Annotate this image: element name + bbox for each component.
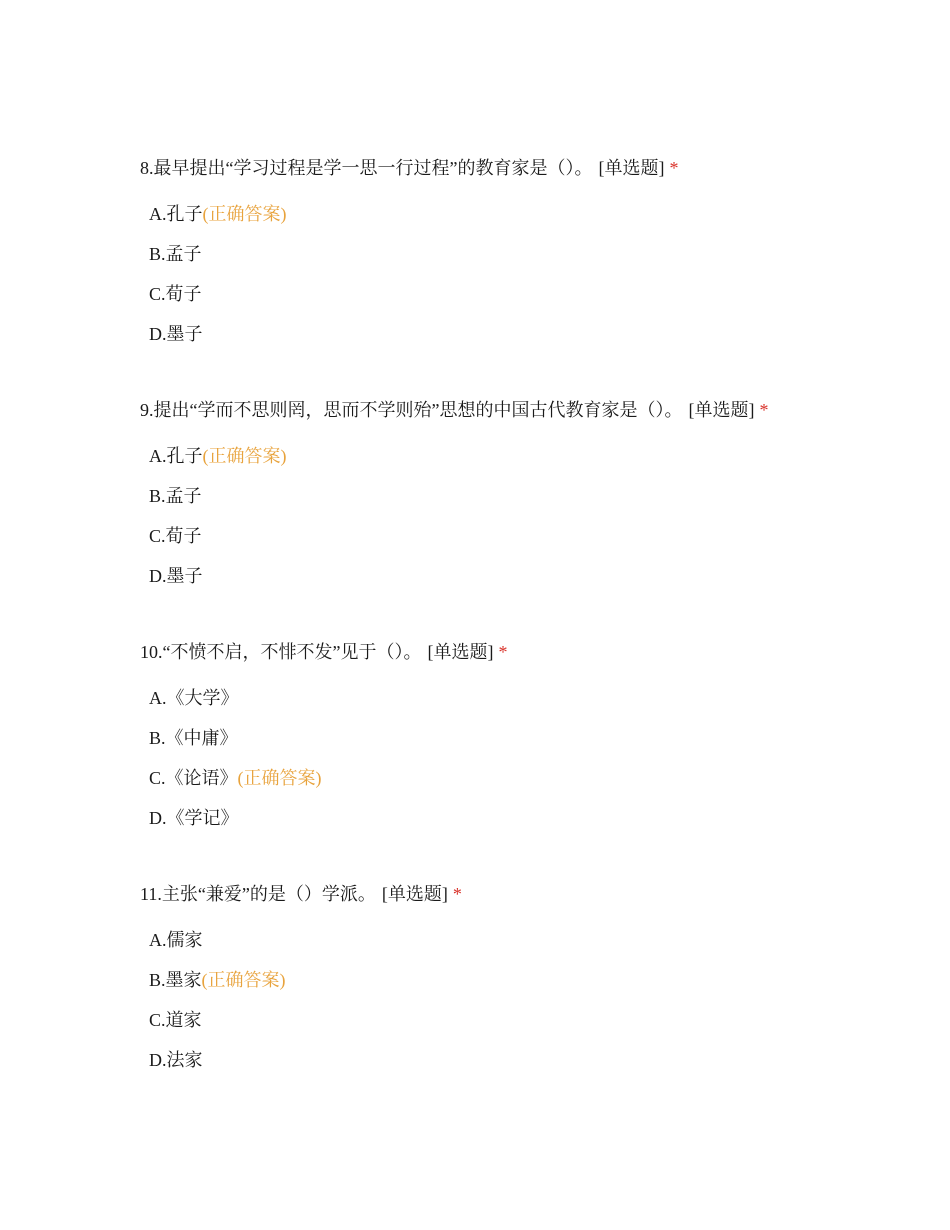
question-title: [140, 634, 900, 670]
option-label: C.荀子: [149, 526, 202, 546]
required-mark: *: [452, 884, 462, 904]
required-mark: *: [498, 642, 508, 662]
option-label: C.荀子: [149, 284, 202, 304]
option-d: [149, 1040, 900, 1080]
option-label: D.法家: [149, 1050, 203, 1070]
question-type: [单选题]: [427, 642, 494, 662]
required-mark: *: [759, 400, 769, 420]
option-c: [149, 274, 900, 314]
question-8: [140, 150, 900, 354]
question-type: [单选题]: [688, 400, 755, 420]
question-11: [140, 876, 900, 1080]
question-text: 最早提出“学习过程是学一思一行过程”的教育家是（）。: [153, 158, 593, 178]
option-d: [149, 314, 900, 354]
option-label: D.墨子: [149, 324, 203, 344]
question-text: 提出“学而不思则罔，思而不学则殆”思想的中国古代教育家是（）。: [153, 400, 683, 420]
question-9: [140, 392, 900, 596]
option-list: [140, 436, 900, 596]
option-label: A.儒家: [149, 930, 203, 950]
option-list: [140, 678, 900, 838]
option-b: [149, 476, 900, 516]
option-label: A.《大学》: [149, 688, 239, 708]
option-a: [149, 194, 900, 234]
option-c: [149, 1000, 900, 1040]
option-list: [140, 194, 900, 354]
option-a: [149, 678, 900, 718]
option-label: B.墨家: [149, 970, 202, 990]
question-number: 9.: [140, 400, 154, 420]
question-number: 8.: [140, 158, 154, 178]
question-number: 11.: [140, 884, 162, 904]
option-d: [149, 798, 900, 838]
correct-answer-note: (正确答案): [201, 970, 286, 990]
option-label: B.《中庸》: [149, 728, 238, 748]
correct-answer-note: (正确答案): [202, 446, 287, 466]
option-c: [149, 516, 900, 556]
quiz-document: [140, 150, 900, 1080]
option-label: C.《论语》: [149, 768, 238, 788]
option-label: B.孟子: [149, 244, 202, 264]
option-c: [149, 758, 900, 798]
option-label: A.孔子: [149, 204, 203, 224]
option-label: D.墨子: [149, 566, 203, 586]
question-10: [140, 634, 900, 838]
correct-answer-note: (正确答案): [237, 768, 322, 788]
option-a: [149, 920, 900, 960]
question-title: [140, 876, 900, 912]
question-number: 10.: [140, 642, 163, 662]
question-type: [单选题]: [598, 158, 665, 178]
correct-answer-note: (正确答案): [202, 204, 287, 224]
option-label: D.《学记》: [149, 808, 239, 828]
option-list: [140, 920, 900, 1080]
question-text: “不愤不启，不悱不发”见于（）。: [162, 642, 422, 662]
question-title: [140, 150, 900, 186]
option-b: [149, 234, 900, 274]
question-title: [140, 392, 900, 428]
question-type: [单选题]: [381, 884, 448, 904]
required-mark: *: [669, 158, 679, 178]
option-d: [149, 556, 900, 596]
question-text: 主张“兼爱”的是（）学派。: [161, 884, 376, 904]
option-label: B.孟子: [149, 486, 202, 506]
option-label: A.孔子: [149, 446, 203, 466]
option-label: C.道家: [149, 1010, 202, 1030]
option-a: [149, 436, 900, 476]
option-b: [149, 960, 900, 1000]
option-b: [149, 718, 900, 758]
